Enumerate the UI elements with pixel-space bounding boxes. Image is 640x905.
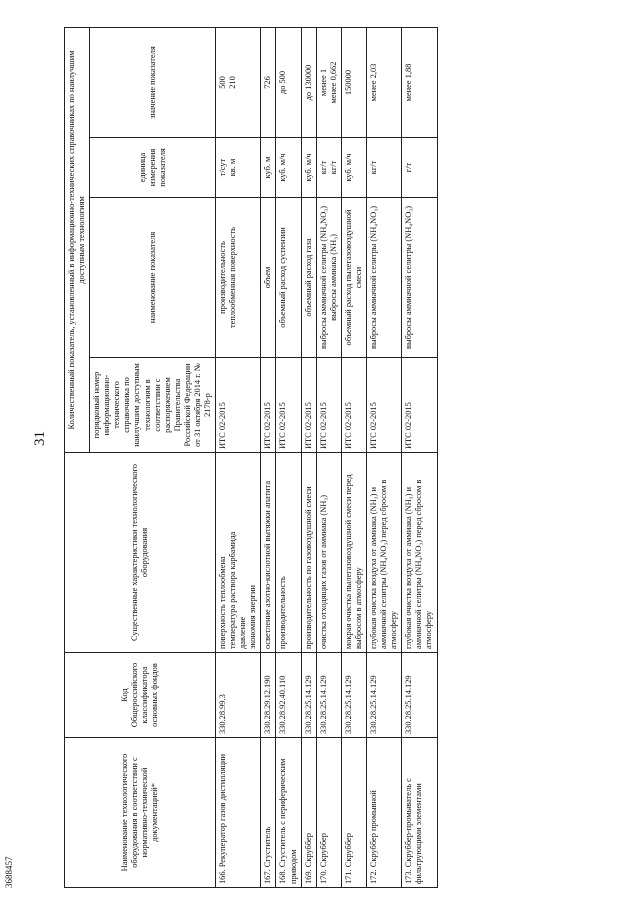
row-number: 168. bbox=[278, 869, 288, 884]
cell-its-number bbox=[261, 358, 276, 453]
cell-indicator bbox=[216, 198, 261, 358]
okof-code: 330.28.25.14.129 bbox=[318, 675, 328, 734]
table-row bbox=[367, 27, 402, 887]
cell-okof-code bbox=[261, 653, 276, 738]
cell-its-number bbox=[367, 358, 402, 453]
header-characteristics: Существенные характеристики технологического оборудования bbox=[65, 453, 216, 653]
okof-code: 330.28.25.14.129 bbox=[343, 675, 353, 734]
cell-value bbox=[316, 27, 341, 137]
header-its-number: порядковый номер информационно-технического справочника по наилучшим доступным технологиям в соответствии с распоряжением Правительства Российской Федерации от 31 октября 2014 г. № 2178-р bbox=[90, 358, 216, 453]
document-code: 3688457 bbox=[4, 856, 14, 888]
value-line: 210 bbox=[228, 76, 238, 89]
cell-unit bbox=[301, 138, 316, 198]
unit-line: кг/т bbox=[318, 160, 328, 175]
value-line: до 130000 bbox=[303, 64, 313, 101]
okof-code: 330.28.99.3 bbox=[218, 694, 228, 734]
equipment-name: Скруббер-промыватель с фильтрующими элементами bbox=[404, 778, 424, 884]
cell-value bbox=[402, 27, 437, 137]
header-code: Код Общероссийского классификатора основных фондов bbox=[65, 653, 216, 738]
value-line: менее 0,662 bbox=[328, 61, 338, 104]
row-number: 166. bbox=[218, 869, 228, 884]
table-body bbox=[216, 27, 437, 887]
header-indicator-name: наименование показателя bbox=[90, 198, 216, 358]
cell-unit bbox=[367, 138, 402, 198]
header-value: значение показателя bbox=[90, 27, 216, 137]
cell-characteristics bbox=[316, 453, 341, 653]
cell-value bbox=[261, 27, 276, 137]
cell-unit bbox=[316, 138, 341, 198]
cell-characteristics bbox=[402, 453, 437, 653]
cell-unit bbox=[341, 138, 366, 198]
row-number: 171. bbox=[343, 869, 353, 884]
header-name: Наименование технологического оборудования в соответствии с нормативно-технической документацией* bbox=[65, 738, 216, 888]
its-number: ИТС 02-2015 bbox=[318, 402, 328, 449]
value-line: до 500 bbox=[278, 70, 288, 95]
equipment-name: Скруббер промывной bbox=[369, 790, 379, 868]
cell-indicator bbox=[402, 198, 437, 358]
cell-okof-code bbox=[402, 653, 437, 738]
its-number: ИТС 02-2015 bbox=[263, 402, 273, 449]
table-row bbox=[402, 27, 437, 887]
its-number: ИТС 02-2015 bbox=[303, 402, 313, 449]
value-line: 726 bbox=[263, 76, 273, 89]
row-number: 170. bbox=[318, 869, 328, 884]
equipment-name: Скруббер bbox=[303, 833, 313, 868]
table-row bbox=[276, 27, 301, 887]
cell-its-number bbox=[341, 358, 366, 453]
unit-line: т/сут bbox=[218, 158, 228, 177]
unit-line: кв. м bbox=[228, 158, 238, 177]
unit-line: куб. м/ч bbox=[278, 153, 288, 182]
cell-okof-code bbox=[316, 653, 341, 738]
unit-line: кг/т bbox=[328, 160, 338, 175]
characteristic-line: мокрая очистка пылегазовоздушной смеси перед выбросом в атмосферу bbox=[343, 474, 363, 649]
unit-line: кг/т bbox=[369, 160, 379, 175]
row-number: 173. bbox=[404, 869, 414, 884]
indicator-line: производительность bbox=[218, 241, 228, 314]
indicator-line: выбросы аммиака (NH₃) bbox=[328, 234, 338, 321]
cell-characteristics bbox=[367, 453, 402, 653]
cell-value bbox=[216, 27, 261, 137]
equipment-name: Скруббер bbox=[318, 833, 328, 868]
characteristic-line: производительность по газовоздушной смеси bbox=[303, 486, 313, 649]
cell-value bbox=[341, 27, 366, 137]
cell-unit bbox=[261, 138, 276, 198]
cell-indicator bbox=[316, 198, 341, 358]
cell-equipment-name bbox=[301, 738, 316, 888]
cell-characteristics bbox=[261, 453, 276, 653]
cell-okof-code bbox=[301, 653, 316, 738]
unit-line: куб. м/ч bbox=[343, 153, 353, 182]
header-quantitative-group: Количественный показатель, установленный в информационно-технических справочниках по наилучшим доступным технологиям bbox=[65, 27, 90, 452]
table-row bbox=[341, 27, 366, 887]
okof-code: 330.28.25.14.129 bbox=[303, 675, 313, 734]
cell-unit bbox=[402, 138, 437, 198]
table-row bbox=[301, 27, 316, 887]
characteristic-line: экономия энергии bbox=[248, 584, 258, 649]
table-row bbox=[261, 27, 276, 887]
equipment-name: Сгуститель с периферическим приводом bbox=[278, 758, 298, 884]
page-number: 31 bbox=[32, 431, 48, 446]
indicator-line: выбросы аммиачной селитры (NH₄NO₃) bbox=[404, 206, 414, 349]
characteristic-line: глубокая очистка воздуха от аммиака (NH₃) и аммиачной селитры (NH₄NO₃) перед сбросом в атмосферу bbox=[404, 479, 434, 649]
cell-okof-code bbox=[216, 653, 261, 738]
its-number: ИТС 02-2015 bbox=[343, 402, 353, 449]
cell-equipment-name bbox=[402, 738, 437, 888]
its-number: ИТС 02-2015 bbox=[404, 402, 414, 449]
cell-its-number bbox=[301, 358, 316, 453]
characteristic-line: очистка отходящих газов от аммиака (NH₃) bbox=[318, 494, 328, 649]
okof-code: 330.28.92.40.110 bbox=[278, 675, 288, 734]
indicator-line: объемный расход газа bbox=[303, 238, 313, 317]
row-number: 172. bbox=[369, 869, 379, 884]
value-line: менее 2,03 bbox=[369, 63, 379, 102]
indicator-line: объем bbox=[263, 266, 273, 289]
characteristic-line: производительность bbox=[278, 576, 288, 649]
cell-characteristics bbox=[301, 453, 316, 653]
equipment-name: Скруббер bbox=[343, 833, 353, 868]
indicator-line: объемный расход пылегазовоздушной смеси bbox=[343, 209, 363, 346]
its-number: ИТС 02-2015 bbox=[218, 402, 228, 449]
cell-indicator bbox=[301, 198, 316, 358]
cell-characteristics bbox=[216, 453, 261, 653]
cell-its-number bbox=[402, 358, 437, 453]
cell-okof-code bbox=[276, 653, 301, 738]
cell-equipment-name bbox=[276, 738, 301, 888]
cell-its-number bbox=[316, 358, 341, 453]
cell-value bbox=[301, 27, 316, 137]
cell-value bbox=[367, 27, 402, 137]
cell-indicator bbox=[261, 198, 276, 358]
value-line: менее 1,88 bbox=[404, 63, 414, 102]
table-row bbox=[216, 27, 261, 887]
characteristic-line: осветление азотно-кислотной вытяжки апатита bbox=[263, 480, 273, 649]
unit-line: куб. м bbox=[263, 156, 273, 179]
characteristic-line: температура раствора карбамида bbox=[228, 531, 238, 649]
row-number: 169. bbox=[303, 869, 313, 884]
cell-characteristics bbox=[276, 453, 301, 653]
its-number: ИТС 02-2015 bbox=[369, 402, 379, 449]
cell-equipment-name bbox=[341, 738, 366, 888]
cell-characteristics bbox=[341, 453, 366, 653]
equipment-name: Рекуператор газов дистилляции bbox=[218, 754, 228, 868]
cell-equipment-name bbox=[261, 738, 276, 888]
okof-code: 330.28.29.12.190 bbox=[263, 675, 273, 734]
cell-unit bbox=[276, 138, 301, 198]
rotated-table-container bbox=[64, 28, 634, 888]
cell-okof-code bbox=[367, 653, 402, 738]
equipment-table bbox=[64, 27, 438, 888]
cell-unit bbox=[216, 138, 261, 198]
table-row bbox=[316, 27, 341, 887]
equipment-name: Сгуститель bbox=[263, 826, 273, 868]
cell-its-number bbox=[216, 358, 261, 453]
cell-indicator bbox=[367, 198, 402, 358]
characteristic-line: глубокая очистка воздуха от аммиака (NH₃) и аммиачной селитры (NH₄NO₃) перед сбросом в атмосферу bbox=[369, 479, 399, 649]
value-line: менее 1 bbox=[318, 68, 328, 97]
row-number: 167. bbox=[263, 869, 273, 884]
characteristic-line: поверхность теплообмена bbox=[218, 556, 228, 649]
unit-line: куб. м/ч bbox=[303, 153, 313, 182]
cell-okof-code bbox=[341, 653, 366, 738]
cell-indicator bbox=[276, 198, 301, 358]
okof-code: 330.28.25.14.129 bbox=[404, 675, 414, 734]
cell-its-number bbox=[276, 358, 301, 453]
indicator-line: выбросы аммиачной селитры (NH₄NO₃) bbox=[318, 206, 328, 349]
cell-equipment-name bbox=[216, 738, 261, 888]
indicator-line: теплообменная поверхность bbox=[228, 227, 238, 328]
cell-equipment-name bbox=[367, 738, 402, 888]
unit-line: г/т bbox=[404, 162, 414, 173]
cell-value bbox=[276, 27, 301, 137]
indicator-line: объемный расход суспензии bbox=[278, 227, 288, 328]
header-unit: единица измерения показателя bbox=[90, 138, 216, 198]
value-line: 150000 bbox=[343, 69, 353, 96]
value-line: 500 bbox=[218, 76, 228, 89]
cell-equipment-name bbox=[316, 738, 341, 888]
indicator-line: выбросы аммиачной селитры (NH₄NO₃) bbox=[369, 206, 379, 349]
cell-indicator bbox=[341, 198, 366, 358]
characteristic-line: давление bbox=[238, 616, 248, 649]
its-number: ИТС 02-2015 bbox=[278, 402, 288, 449]
okof-code: 330.28.25.14.129 bbox=[369, 675, 379, 734]
